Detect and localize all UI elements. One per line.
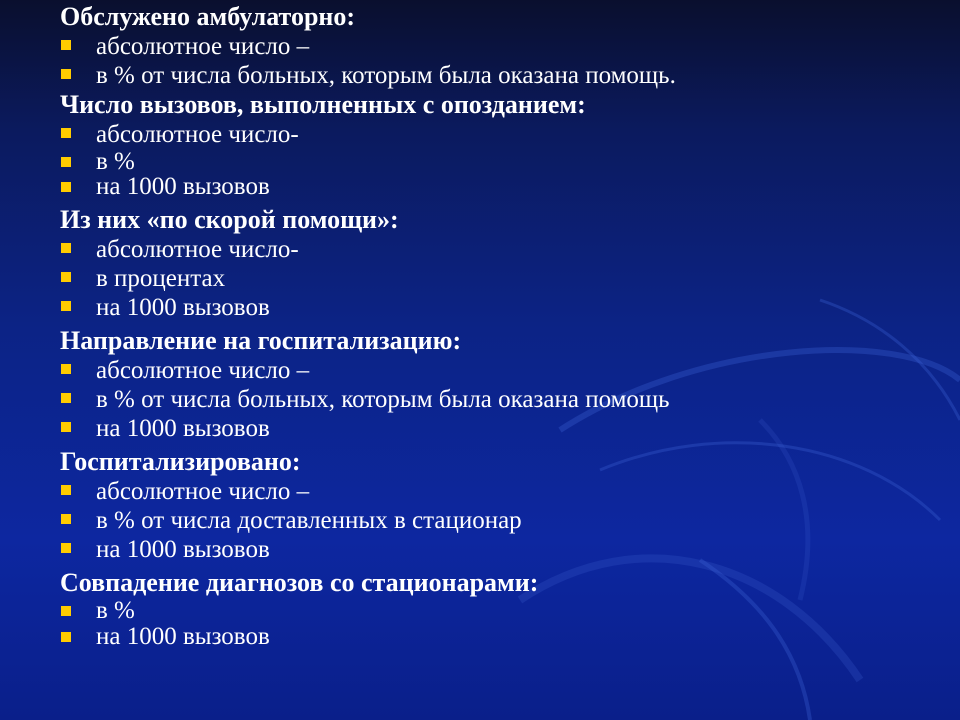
square-bullet-icon — [61, 543, 71, 553]
square-bullet-icon — [61, 157, 71, 167]
section-ambulatory — [60, 2, 940, 90]
list-item: в % — [60, 598, 940, 624]
bullet-list — [60, 120, 940, 199]
list-item: абсолютное число- — [60, 235, 940, 264]
list-item: на 1000 вызовов — [60, 174, 940, 199]
list-item: в процентах — [60, 264, 940, 293]
list-item: абсолютное число – — [60, 356, 940, 385]
square-bullet-icon — [61, 485, 71, 495]
list-item: в % — [60, 149, 940, 174]
square-bullet-icon — [61, 632, 71, 642]
list-item: абсолютное число – — [60, 32, 940, 61]
section-hospital-referral — [60, 326, 940, 443]
list-item: на 1000 вызовов — [60, 624, 940, 650]
section-heading: Из них «по скорой помощи»: — [60, 205, 399, 234]
section-heading: Обслужено амбулаторно: — [60, 2, 356, 31]
square-bullet-icon — [61, 301, 71, 311]
section-heading: Госпитализировано: — [60, 447, 301, 476]
square-bullet-icon — [61, 40, 71, 50]
section-heading: Совпадение диагнозов со стационарами: — [60, 568, 539, 597]
square-bullet-icon — [61, 606, 71, 616]
section-heading: Число вызовов, выполненных с опозданием: — [60, 90, 586, 119]
bullet-list — [60, 356, 940, 443]
section-diagnosis-match — [60, 568, 940, 650]
bullet-list — [60, 235, 940, 322]
bullet-list — [60, 598, 940, 650]
list-item: абсолютное число – — [60, 477, 940, 506]
bullet-list — [60, 477, 940, 564]
square-bullet-icon — [61, 364, 71, 374]
square-bullet-icon — [61, 393, 71, 403]
bullet-list — [60, 32, 940, 90]
section-heading: Направление на госпитализацию: — [60, 326, 462, 355]
square-bullet-icon — [61, 272, 71, 282]
square-bullet-icon — [61, 514, 71, 524]
square-bullet-icon — [61, 182, 71, 192]
square-bullet-icon — [61, 243, 71, 253]
slide-content — [60, 2, 940, 650]
list-item: на 1000 вызовов — [60, 535, 940, 564]
list-item: абсолютное число- — [60, 120, 940, 149]
section-late-calls — [60, 90, 940, 199]
square-bullet-icon — [61, 422, 71, 432]
list-item: на 1000 вызовов — [60, 293, 940, 322]
list-item: в % от числа больных, которым была оказана помощь — [60, 385, 940, 414]
section-hospitalized — [60, 447, 940, 564]
section-emergency — [60, 205, 940, 322]
square-bullet-icon — [61, 128, 71, 138]
square-bullet-icon — [61, 69, 71, 79]
list-item: в % от числа доставленных в стационар — [60, 506, 940, 535]
list-item: в % от числа больных, которым была оказана помощь. — [60, 61, 940, 90]
list-item: на 1000 вызовов — [60, 414, 940, 443]
